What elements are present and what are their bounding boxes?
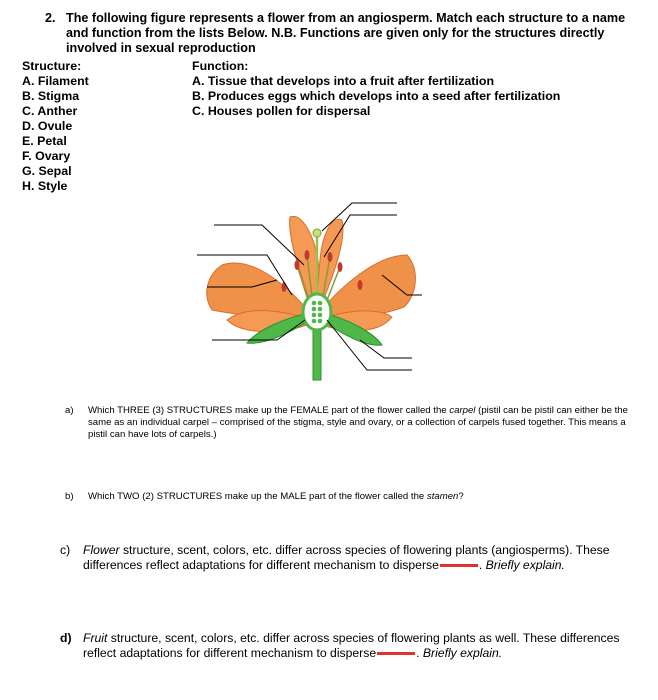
structure-item: A. Filament [22, 74, 89, 88]
anther [358, 280, 363, 290]
anther [282, 282, 287, 292]
subquestion-a-text-1: Which THREE (3) STRUCTURES make up the FEMALE part of the flower called the [88, 405, 450, 416]
subquestion-c-text-2: . [478, 558, 486, 572]
structure-item: H. Style [22, 179, 68, 193]
function-header: Function: [192, 59, 249, 73]
anther [328, 252, 333, 262]
structure-header: Structure: [22, 59, 82, 73]
ovule-shape [318, 307, 323, 312]
structure-item: C. Anther [22, 104, 78, 118]
subquestion-b-text-2: ? [458, 491, 464, 502]
function-item: A. Tissue that develops into a fruit after fertilization [192, 74, 495, 88]
subquestion-d-text-1: structure, scent, colors, etc. differ across species of flowering plants as well. These differences reflect adaptations for different mechanism to disperse [83, 631, 620, 660]
function-item: C. Houses pollen for dispersal [192, 104, 371, 118]
answer-blank [440, 564, 478, 567]
subquestion-d-text [83, 631, 635, 661]
ovule-shape [318, 313, 323, 318]
subquestion-b-text [88, 491, 633, 503]
structure-item: E. Petal [22, 134, 67, 148]
stamen-term: stamen [426, 491, 459, 502]
ovule-shape [312, 301, 317, 306]
ovary-shape [303, 294, 331, 330]
function-item: B. Produces eggs which develops into a seed after fertilization [192, 89, 561, 103]
subquestion-a-text [88, 405, 633, 441]
fruit-term: Fruit [83, 631, 108, 645]
ovule-shape [312, 313, 317, 318]
briefly-explain: Briefly explain. [422, 646, 503, 660]
ovule-shape [312, 319, 317, 324]
subquestion-d-text-2: . [416, 646, 423, 660]
structure-list [22, 59, 89, 194]
left-petal [207, 263, 312, 317]
subquestion-c-label: c) [60, 543, 71, 557]
flower-diagram [192, 195, 422, 390]
subquestion-b-text-1: Which TWO (2) STRUCTURES make up the MALE part of the flower called the [88, 491, 427, 502]
anther [305, 250, 310, 260]
ovule-shape [318, 319, 323, 324]
subquestion-d-label: d) [60, 631, 72, 645]
anther [295, 260, 300, 270]
structure-item: G. Sepal [22, 164, 72, 178]
question-text: The following figure represents a flower from an angiosperm. Match each structure to a name and function from the lists Below. N.B. Functions are given only for the structures directly involved in sexual reproduction [66, 11, 626, 55]
briefly-explain: Briefly explain. [485, 558, 565, 572]
function-list [192, 59, 560, 119]
subquestion-b-label: b) [65, 491, 74, 502]
structure-item: B. Stigma [22, 89, 80, 103]
anther [338, 262, 343, 272]
ovule-shape [312, 307, 317, 312]
flower-term: Flower [83, 543, 120, 557]
flower-stem [313, 325, 321, 380]
question-number: 2. [45, 11, 56, 25]
subquestion-a-text-2: (pistil can be pistil can either be the same as an individual carpel – comprised of the stigma, style and ovary, or a collection of carpels fused together. This means a pistil can have lots of carpels.) [88, 405, 628, 440]
carpel-term: carpel [449, 405, 476, 416]
answer-blank [377, 652, 415, 655]
subquestion-a-label: a) [65, 405, 74, 416]
stigma-shape [313, 229, 321, 237]
structure-item: F. Ovary [22, 149, 71, 163]
ovule-shape [318, 301, 323, 306]
subquestion-c-text [83, 543, 635, 573]
structure-item: D. Ovule [22, 119, 73, 133]
subquestion-c-text-1: structure, scent, colors, etc. differ across species of flowering plants (angiosperms). These differences reflect adaptations for different mechanism to disperse [83, 543, 610, 572]
